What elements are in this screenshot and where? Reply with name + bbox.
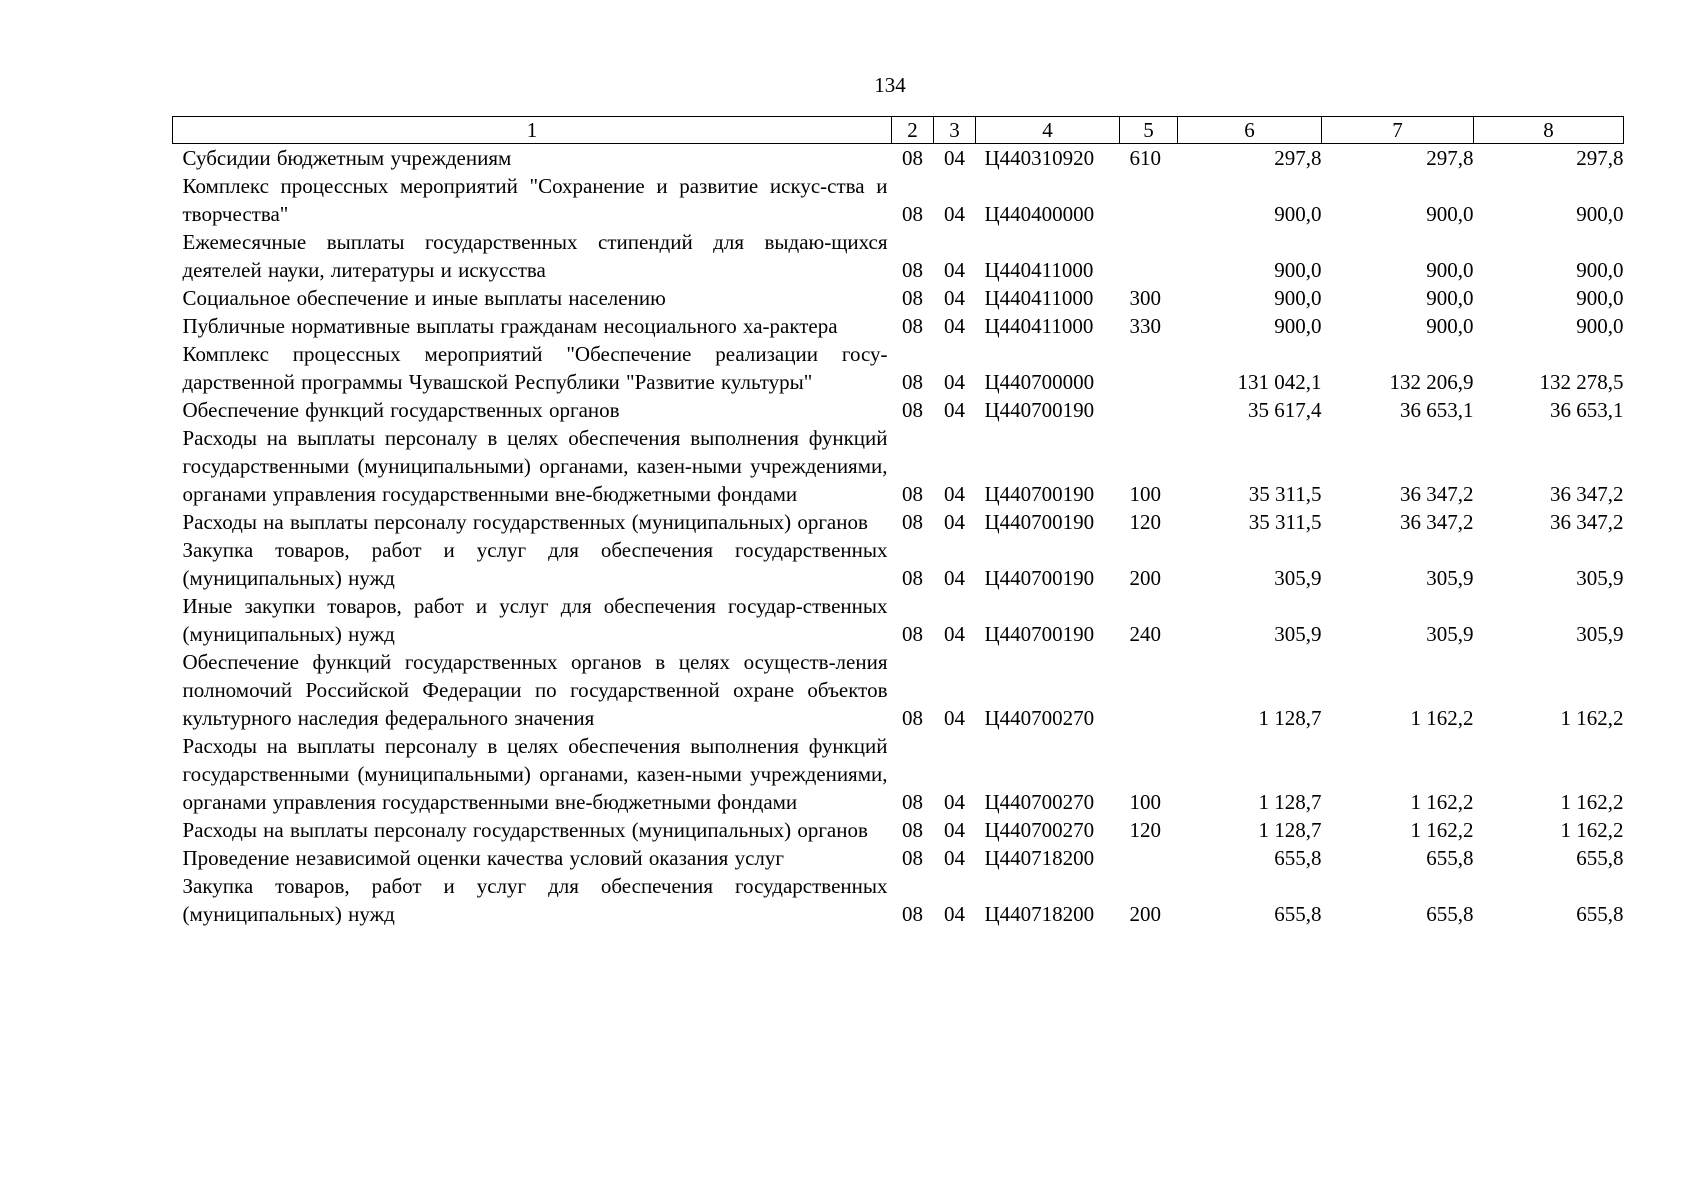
row-value-col8: 900,0 (1576, 258, 1624, 282)
row-subsection: 04 (944, 510, 965, 534)
row-target-code: Ц440700270 (984, 706, 1095, 730)
table-row (173, 872, 1624, 928)
header-col-5: 5 (1120, 117, 1178, 144)
row-target-code: Ц440700190 (984, 510, 1095, 534)
row-expense-type: 120 (1129, 818, 1161, 842)
row-value-col6: 900,0 (1274, 258, 1322, 282)
table-row (173, 144, 1624, 173)
row-value-col6: 35 311,5 (1248, 482, 1322, 506)
row-section: 08 (902, 902, 923, 926)
row-expense-type: 200 (1129, 902, 1161, 926)
row-name: Расходы на выплаты персоналу государственных (муниципальных) органов (182, 510, 868, 534)
row-value-col8: 1 162,2 (1560, 818, 1624, 842)
row-value-col6: 1 128,7 (1258, 790, 1322, 814)
row-value-col6: 900,0 (1274, 202, 1322, 226)
header-col-6: 6 (1178, 117, 1322, 144)
row-target-code: Ц440411000 (984, 314, 1094, 338)
row-value-col7: 297,8 (1426, 146, 1474, 170)
row-subsection: 04 (944, 846, 965, 870)
table-row (173, 536, 1624, 592)
row-expense-type: 610 (1129, 146, 1161, 170)
row-name: Иные закупки товаров, работ и услуг для обеспечения государ-ственных (муниципальных) нужд (182, 594, 888, 646)
row-value-col7: 900,0 (1426, 258, 1474, 282)
row-section: 08 (902, 790, 923, 814)
row-target-code: Ц440700190 (984, 482, 1095, 506)
row-expense-type (1120, 340, 1178, 396)
row-value-col7: 305,9 (1426, 566, 1474, 590)
row-value-col7: 655,8 (1426, 846, 1474, 870)
row-name: Ежемесячные выплаты государственных стипендий для выдаю-щихся деятелей науки, литературы и искусства (182, 230, 888, 282)
row-value-col7: 655,8 (1426, 902, 1474, 926)
row-value-col7: 900,0 (1426, 314, 1474, 338)
header-col-1: 1 (173, 117, 892, 144)
row-target-code: Ц440310920 (984, 146, 1095, 170)
row-expense-type (1120, 648, 1178, 732)
row-subsection: 04 (944, 314, 965, 338)
table-row (173, 340, 1624, 396)
row-expense-type (1120, 228, 1178, 284)
row-value-col8: 1 162,2 (1560, 790, 1624, 814)
row-name: Субсидии бюджетным учреждениям (182, 146, 512, 170)
row-value-col8: 305,9 (1576, 566, 1624, 590)
row-value-col7: 36 653,1 (1400, 398, 1474, 422)
row-section: 08 (902, 202, 923, 226)
row-value-col6: 655,8 (1274, 902, 1322, 926)
row-name: Расходы на выплаты персоналу в целях обеспечения выполнения функций государственными (муниципальными) органами, казен-ными учреждениями, органами управления государственными вне-бюджетными фондами (182, 426, 888, 506)
row-value-col7: 900,0 (1426, 286, 1474, 310)
row-target-code: Ц440400000 (984, 202, 1095, 226)
row-subsection: 04 (944, 482, 965, 506)
row-expense-type: 100 (1129, 790, 1161, 814)
row-value-col6: 305,9 (1274, 566, 1322, 590)
row-value-col7: 900,0 (1426, 202, 1474, 226)
page-number: 134 (874, 73, 906, 97)
row-name: Обеспечение функций государственных органов в целях осуществ-ления полномочий Российской Федерации по государственной охране объектов культурного наследия федерального значения (182, 650, 888, 730)
row-value-col7: 1 162,2 (1410, 818, 1474, 842)
row-value-col8: 305,9 (1576, 622, 1624, 646)
row-subsection: 04 (944, 286, 965, 310)
table-row (173, 396, 1624, 424)
row-value-col6: 35 311,5 (1248, 510, 1322, 534)
row-target-code: Ц440718200 (984, 902, 1095, 926)
row-target-code: Ц440700190 (984, 398, 1095, 422)
row-subsection: 04 (944, 202, 965, 226)
row-value-col7: 1 162,2 (1410, 790, 1474, 814)
row-expense-type (1120, 396, 1178, 424)
table-row (173, 592, 1624, 648)
row-subsection: 04 (944, 818, 965, 842)
row-name: Закупка товаров, работ и услуг для обеспечения государственных (муниципальных) нужд (182, 874, 888, 926)
row-value-col6: 131 042,1 (1237, 370, 1322, 394)
row-name: Социальное обеспечение и иные выплаты населению (182, 286, 666, 310)
row-value-col6: 35 617,4 (1248, 398, 1322, 422)
row-section: 08 (902, 258, 923, 282)
row-expense-type: 120 (1129, 510, 1161, 534)
row-target-code: Ц440411000 (984, 286, 1094, 310)
row-target-code: Ц440700000 (984, 370, 1095, 394)
row-value-col8: 900,0 (1576, 314, 1624, 338)
row-name: Расходы на выплаты персоналу в целях обеспечения выполнения функций государственными (муниципальными) органами, казен-ными учреждениями, органами управления государственными вне-бюджетными фондами (182, 734, 888, 814)
row-target-code: Ц440718200 (984, 846, 1095, 870)
table-row (173, 312, 1624, 340)
row-name: Комплекс процессных мероприятий "Обеспечение реализации госу-дарственной программы Чувашской Республики "Развитие культуры" (182, 342, 888, 394)
row-name: Расходы на выплаты персоналу государственных (муниципальных) органов (182, 818, 868, 842)
row-expense-type: 100 (1129, 482, 1161, 506)
row-subsection: 04 (944, 146, 965, 170)
table-row (173, 508, 1624, 536)
row-expense-type (1120, 172, 1178, 228)
row-value-col8: 36 653,1 (1550, 398, 1624, 422)
header-col-2: 2 (892, 117, 934, 144)
row-expense-type: 300 (1129, 286, 1161, 310)
row-value-col6: 655,8 (1274, 846, 1322, 870)
row-name: Публичные нормативные выплаты гражданам несоциального ха-рактера (182, 314, 838, 338)
row-expense-type: 200 (1129, 566, 1161, 590)
row-subsection: 04 (944, 398, 965, 422)
header-col-8: 8 (1474, 117, 1624, 144)
row-value-col6: 297,8 (1274, 146, 1322, 170)
row-section: 08 (902, 314, 923, 338)
row-expense-type: 240 (1129, 622, 1161, 646)
table-row (173, 648, 1624, 732)
row-value-col7: 132 206,9 (1389, 370, 1474, 394)
header-row (173, 117, 1624, 144)
budget-table (172, 116, 1624, 928)
header-col-7: 7 (1322, 117, 1474, 144)
row-section: 08 (902, 370, 923, 394)
row-subsection: 04 (944, 902, 965, 926)
table-body (173, 144, 1624, 929)
row-subsection: 04 (944, 566, 965, 590)
row-value-col8: 36 347,2 (1550, 482, 1624, 506)
row-section: 08 (902, 818, 923, 842)
table-header (173, 117, 1624, 144)
row-name: Закупка товаров, работ и услуг для обеспечения государственных (муниципальных) нужд (182, 538, 888, 590)
row-section: 08 (902, 706, 923, 730)
row-value-col8: 900,0 (1576, 202, 1624, 226)
row-value-col8: 132 278,5 (1539, 370, 1624, 394)
row-section: 08 (902, 510, 923, 534)
row-value-col8: 1 162,2 (1560, 706, 1624, 730)
row-value-col8: 36 347,2 (1550, 510, 1624, 534)
row-section: 08 (902, 286, 923, 310)
row-value-col7: 36 347,2 (1400, 510, 1474, 534)
row-section: 08 (902, 398, 923, 422)
row-value-col7: 1 162,2 (1410, 706, 1474, 730)
row-target-code: Ц440411000 (984, 258, 1094, 282)
row-target-code: Ц440700270 (984, 818, 1095, 842)
row-target-code: Ц440700190 (984, 622, 1095, 646)
row-value-col8: 655,8 (1576, 846, 1624, 870)
row-name: Обеспечение функций государственных органов (182, 398, 620, 422)
row-subsection: 04 (944, 790, 965, 814)
row-value-col8: 900,0 (1576, 286, 1624, 310)
table-row (173, 228, 1624, 284)
row-value-col7: 305,9 (1426, 622, 1474, 646)
row-subsection: 04 (944, 370, 965, 394)
table-row (173, 844, 1624, 872)
row-section: 08 (902, 482, 923, 506)
row-expense-type (1120, 844, 1178, 872)
row-expense-type: 330 (1129, 314, 1161, 338)
table-row (173, 284, 1624, 312)
table-row (173, 732, 1624, 816)
header-col-3: 3 (934, 117, 976, 144)
row-value-col6: 900,0 (1274, 286, 1322, 310)
row-name: Комплекс процессных мероприятий "Сохранение и развитие искус-ства и творчества" (182, 174, 888, 226)
row-value-col8: 655,8 (1576, 902, 1624, 926)
row-value-col6: 305,9 (1274, 622, 1322, 646)
row-subsection: 04 (944, 258, 965, 282)
row-subsection: 04 (944, 706, 965, 730)
header-col-4: 4 (976, 117, 1120, 144)
row-target-code: Ц440700190 (984, 566, 1095, 590)
row-target-code: Ц440700270 (984, 790, 1095, 814)
table-row (173, 424, 1624, 508)
table-row (173, 172, 1624, 228)
row-value-col6: 900,0 (1274, 314, 1322, 338)
table-row (173, 816, 1624, 844)
row-value-col6: 1 128,7 (1258, 706, 1322, 730)
row-value-col6: 1 128,7 (1258, 818, 1322, 842)
row-section: 08 (902, 846, 923, 870)
row-section: 08 (902, 622, 923, 646)
row-name: Проведение независимой оценки качества условий оказания услуг (182, 846, 785, 870)
row-value-col7: 36 347,2 (1400, 482, 1474, 506)
row-section: 08 (902, 566, 923, 590)
row-value-col8: 297,8 (1576, 146, 1624, 170)
row-subsection: 04 (944, 622, 965, 646)
row-section: 08 (902, 146, 923, 170)
